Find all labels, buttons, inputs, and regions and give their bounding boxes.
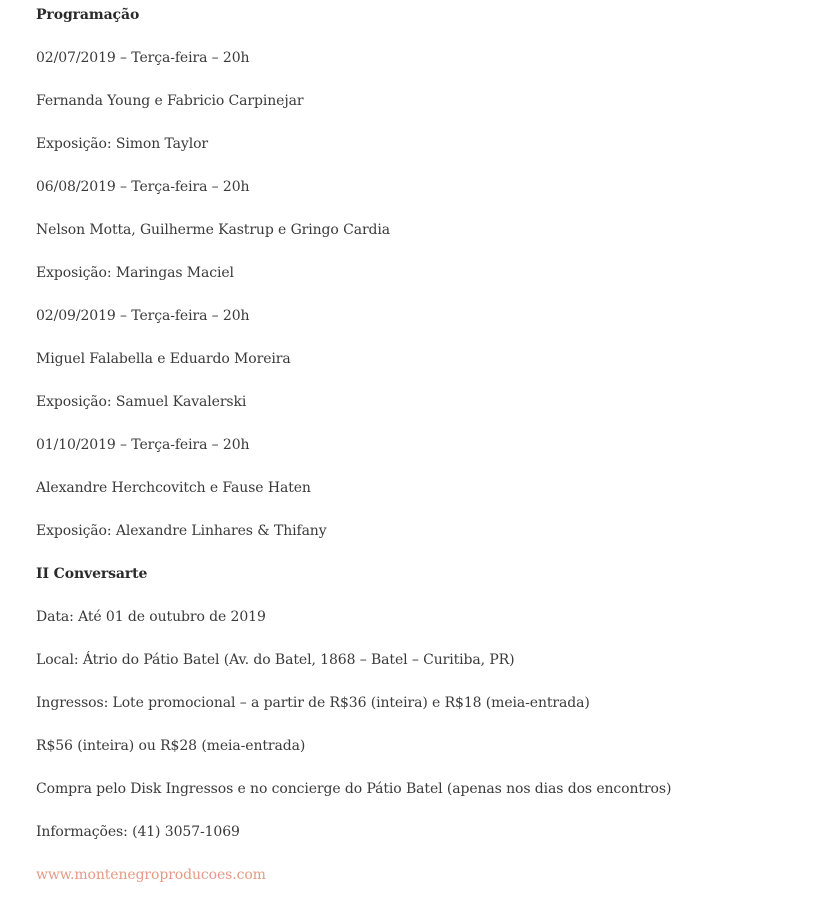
event-date: 02/07/2019 – Terça-feira – 20h [36,50,250,66]
conversarte-heading: II Conversarte [36,566,148,582]
event-date: 02/09/2019 – Terça-feira – 20h [36,308,250,324]
event-guests: Alexandre Herchcovitch e Fause Haten [36,480,311,496]
event-exhibition: Exposição: Alexandre Linhares & Thifany [36,523,327,539]
event-exhibition: Exposição: Samuel Kavalerski [36,394,247,410]
event-guests: Miguel Falabella e Eduardo Moreira [36,351,291,367]
info-compra: Compra pelo Disk Ingressos e no concierge do Pátio Batel (apenas nos dias dos encontros) [36,781,672,797]
info-local: Local: Átrio do Pátio Batel (Av. do Batel, 1868 – Batel – Curitiba, PR) [36,652,515,668]
event-exhibition: Exposição: Maringas Maciel [36,265,234,281]
event-date: 01/10/2019 – Terça-feira – 20h [36,437,250,453]
event-guests: Nelson Motta, Guilherme Kastrup e Gringo Cardia [36,222,391,238]
event-exhibition: Exposição: Simon Taylor [36,136,208,152]
event-guests: Fernanda Young e Fabricio Carpinejar [36,93,304,109]
info-precos: R$56 (inteira) ou R$28 (meia-entrada) [36,738,306,754]
info-contact: Informações: (41) 3057-1069 [36,824,240,840]
info-data: Data: Até 01 de outubro de 2019 [36,609,266,625]
info-ingressos: Ingressos: Lote promocional – a partir de R$36 (inteira) e R$18 (meia-entrada) [36,695,590,711]
website-link[interactable]: www.montenegroproducoes.com [36,867,266,883]
programacao-heading: Programação [36,7,140,23]
event-date: 06/08/2019 – Terça-feira – 20h [36,179,250,195]
